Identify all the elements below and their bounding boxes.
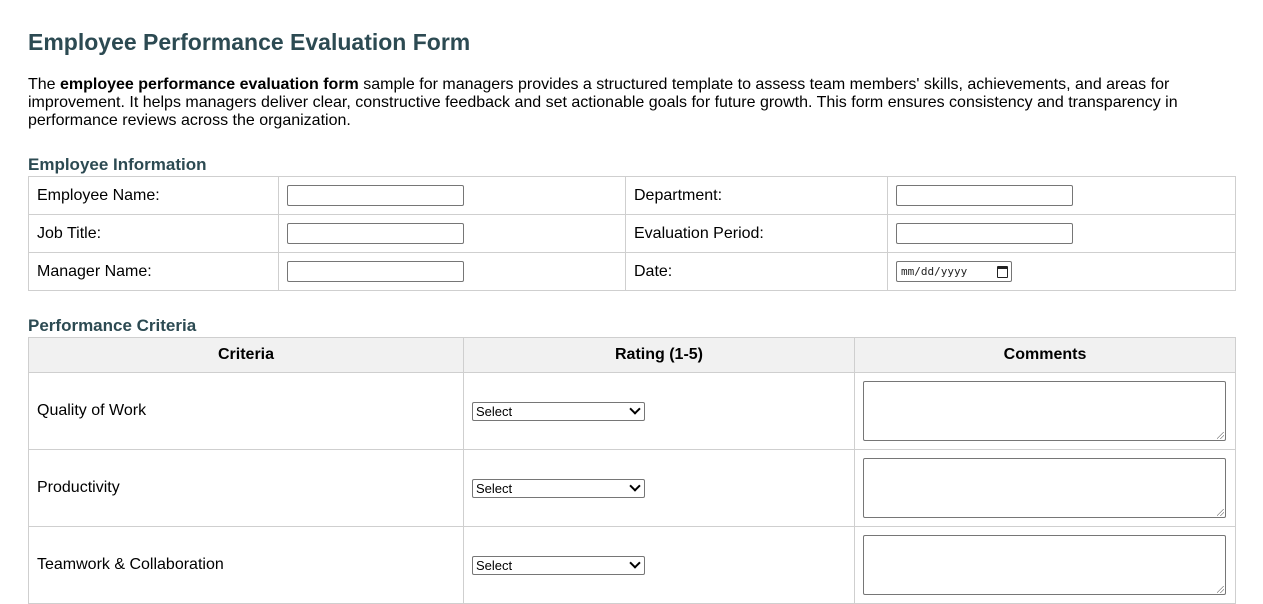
page-title: Employee Performance Evaluation Form [28,29,471,55]
label-employee-name: Employee Name: [29,177,279,215]
table-row [29,373,1236,450]
date-placeholder: mm/dd/yyyy [901,265,968,278]
table-row [29,527,1236,604]
label-department: Department: [626,177,888,215]
column-header-comments: Comments [855,338,1236,373]
table-header-row [29,338,1236,373]
comments-textarea[interactable] [863,458,1226,518]
performance-criteria-heading: Performance Criteria [28,316,197,335]
resize-handle-icon[interactable] [1217,432,1224,439]
rating-select[interactable] [472,556,645,575]
column-header-criteria: Criteria [29,338,464,373]
rating-select[interactable] [472,479,645,498]
label-evaluation-period: Evaluation Period: [626,215,888,253]
job-title-input[interactable] [287,223,464,244]
table-row [29,215,1236,253]
rating-select-value: Select [476,403,513,419]
employee-info-heading: Employee Information [28,155,207,174]
comments-textarea[interactable] [863,381,1226,441]
rating-select[interactable] [472,402,645,421]
employee-name-input[interactable] [287,185,464,206]
label-job-title: Job Title: [29,215,279,253]
calendar-icon[interactable] [997,266,1008,278]
resize-handle-icon[interactable] [1217,586,1224,593]
date-input[interactable] [896,261,1012,282]
manager-name-input[interactable] [287,261,464,282]
evaluation-period-input[interactable] [896,223,1073,244]
rating-select-value: Select [476,480,513,496]
comments-textarea[interactable] [863,535,1226,595]
label-date: Date: [626,253,888,291]
criteria-name: Teamwork & Collaboration [29,527,464,604]
table-row [29,450,1236,527]
table-row [29,253,1236,291]
column-header-rating: Rating (1-5) [464,338,855,373]
performance-table [28,337,1236,604]
employee-info-table [28,176,1236,291]
criteria-name: Quality of Work [29,373,464,450]
resize-handle-icon[interactable] [1217,509,1224,516]
criteria-name: Productivity [29,450,464,527]
label-manager-name: Manager Name: [29,253,279,291]
intro-text [28,76,1235,130]
intro-bold: employee performance evaluation form [60,76,359,93]
chevron-down-icon [629,403,640,414]
intro-after: sample for managers provides a structured template to assess team members' skills, achievements, and areas for improvement. It helps managers deliver clear, constructive feedback and set actionable goals for future growth. This form ensures consistency and transparency in performance reviews across the organization. [28,76,1178,129]
table-row [29,177,1236,215]
chevron-down-icon [629,557,640,568]
chevron-down-icon [629,480,640,491]
intro-before: The [28,76,61,93]
rating-select-value: Select [476,557,513,573]
department-input[interactable] [896,185,1073,206]
